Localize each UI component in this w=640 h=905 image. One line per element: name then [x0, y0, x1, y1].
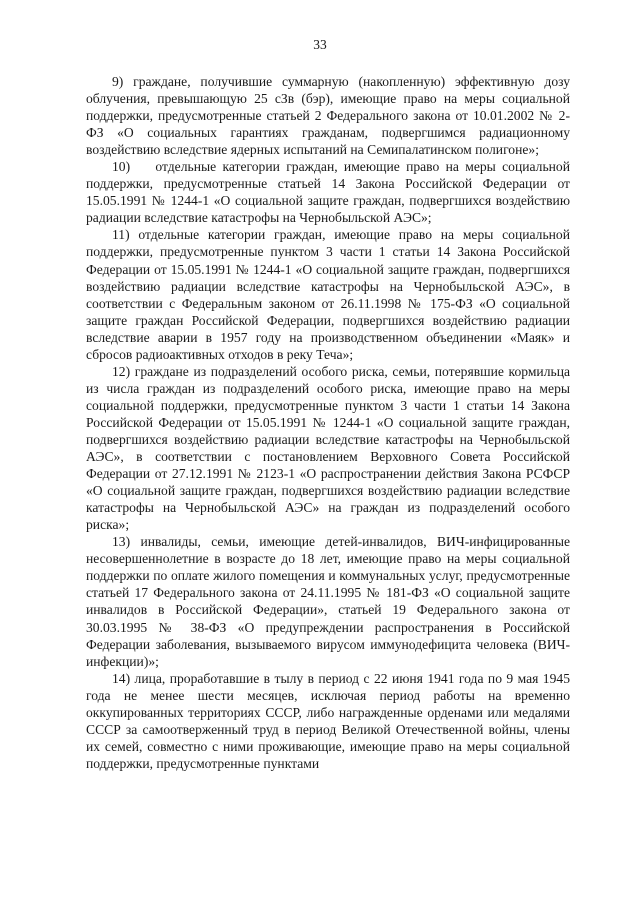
list-item-number: 9) — [112, 74, 124, 89]
list-item-text: граждане из подразделений особого риска, семьи, потерявшие кормильца из числа граждан из подразделений особого риска, имеющие право на меры социальной поддержки, предусмотренные пунктом 3 части 1 статьи 14 Закона Российской Федерации от 15.05.1991 № 1244-1 «О социальной защите граждан, подвергшихся воздействию радиации вследствие катастрофы на Чернобыльской АЭС», в соответствии с постановлением Верховного Совета Российской Федерации от 27.12.1991 № 2123-1 «О распространении действия Закона РСФСР «О социальной защите граждан, подвергшихся воздействию радиации вследствие катастрофы на Чернобыльской АЭС» на граждан из подразделений особого риска»; — [86, 363, 570, 533]
page-number: 33 — [313, 37, 327, 52]
list-item-9 — [86, 73, 570, 158]
list-item-13 — [86, 533, 570, 669]
list-item-text: отдельные категории граждан, имеющие право на меры социальной поддержки, предусмотренные пунктом 3 части 1 статьи 14 Закона Российской Федерации от 15.05.1991 № 1244-1 «О социальной защите граждан, подвергшихся воздействию радиации вследствие катастрофы на Чернобыльской АЭС», в соответствии с Федеральным законом от 26.11.1998 № 175-ФЗ «О социальной защите граждан Российской Федерации, подвергшихся воздействию радиации вследствие аварии в 1957 году на производственном объединении «Маяк» и сбросов радиоактивных отходов в реку Теча»; — [86, 227, 570, 362]
list-item-number: 13) — [112, 534, 131, 550]
list-item-text: отдельные категории граждан, имеющие право на меры социальной поддержки, предусмотренные статьей 14 Закона Российской Федерации от 15.05.1991 № 1244-1 «О социальной защите граждан, подвергшихся воздействию радиации вследствие катастрофы на Чернобыльской АЭС»; — [86, 159, 570, 226]
list-item-12 — [86, 363, 570, 533]
document-body — [86, 73, 570, 772]
list-item-number: 11) — [112, 227, 130, 243]
list-item-number: 14) — [112, 670, 131, 686]
list-item-11 — [86, 226, 570, 362]
list-item-number: 12) — [112, 363, 131, 379]
list-item-text: инвалиды, семьи, имеющие детей-инвалидов, ВИЧ-инфицированные несовершеннолетние в возрасте до 18 лет, имеющие право на меры социальной поддержки по оплате жилого помещения и коммунальных услуг, предусмотренные статьей 17 Федерального закона от 24.11.1995 № 181-ФЗ «О социальной защите инвалидов в Российской Федерации», статьей 19 Федерального закона от 30.03.1995 № 38-ФЗ «О предупреждении распространения в Российской Федерации заболевания, вызываемого вирусом иммунодефицита человека (ВИЧ-инфекции)»; — [86, 534, 570, 669]
list-item-text: лица, проработавшие в тылу в период с 22 июня 1941 года по 9 мая 1945 года не менее шести месяцев, исключая период работы на временно оккупированных территориях СССР, либо награжденные орденами или медалями СССР за самоотверженный труд в период Великой Отечественной войны, члены их семей, совместно с ними проживающие, имеющие право на меры социальной поддержки, предусмотренные пунктами — [86, 670, 570, 771]
list-item-text: граждане, получившие суммарную (накопленную) эффективную дозу облучения, превышающую 25 сЗв (бэр), имеющие право на меры социальной поддержки, предусмотренные статьей 2 Федерального закона от 10.01.2002 № 2-ФЗ «О социальных гарантиях гражданам, подвергшимся радиационному воздействию вследствие ядерных испытаний на Семипалатинском полигоне»; — [86, 74, 570, 158]
list-item-10 — [86, 158, 570, 226]
list-item-14 — [86, 670, 570, 772]
list-item-number: 10) — [112, 159, 131, 175]
